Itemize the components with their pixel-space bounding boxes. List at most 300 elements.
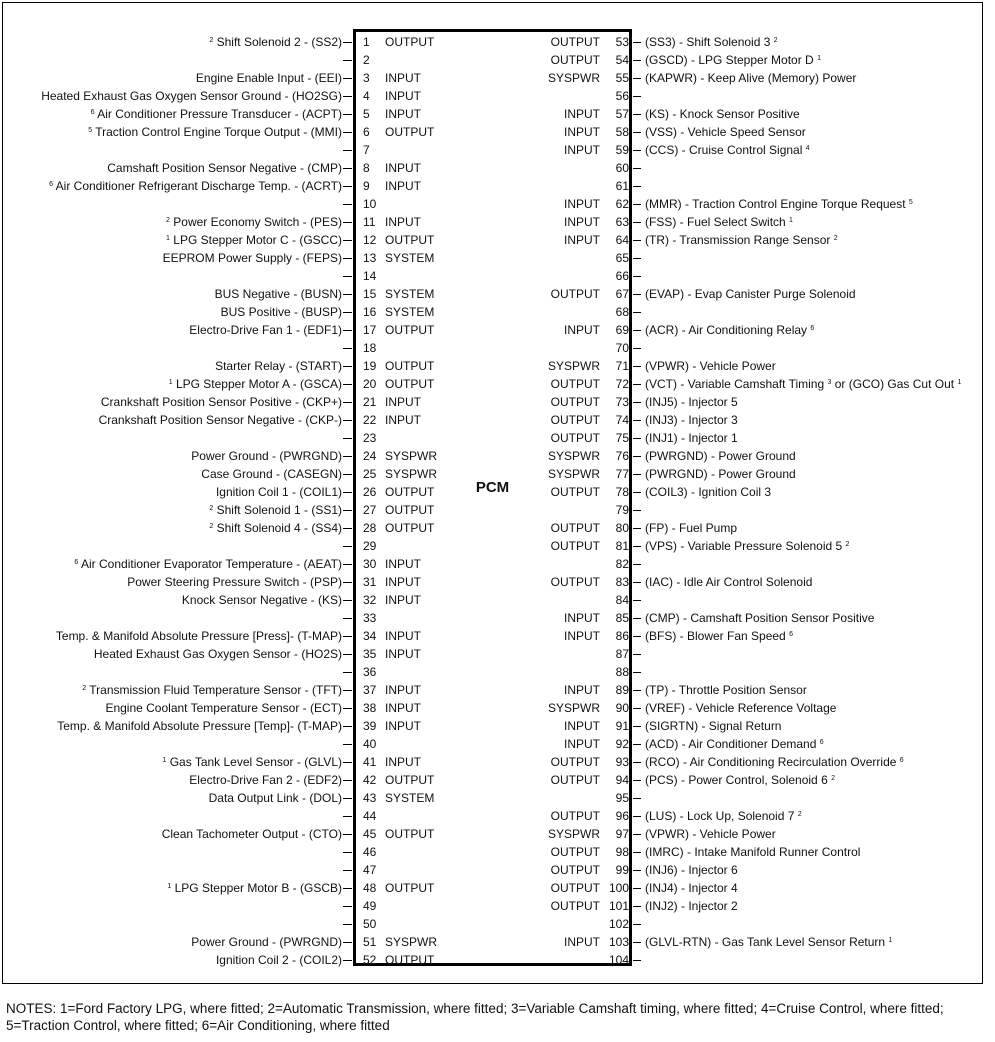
left-pin-type: OUTPUT xyxy=(385,377,435,391)
right-pin-number: 65 xyxy=(615,251,629,265)
left-pin-name: Electro-Drive Fan 1 - (EDF1) xyxy=(189,323,342,337)
left-pin-name: EEPROM Power Supply - (FEPS) xyxy=(162,251,342,265)
pin-lead xyxy=(343,60,352,61)
pin-lead xyxy=(343,348,352,349)
left-pin-number: 8 xyxy=(363,161,370,175)
pin-lead xyxy=(343,762,352,763)
pin-lead xyxy=(633,690,641,691)
right-pin-name: (TR) - Transmission Range Sensor $^2$ xyxy=(645,233,838,247)
right-pin-type: OUTPUT xyxy=(550,845,600,859)
left-pin-number: 44 xyxy=(363,809,377,823)
right-pin-number: 89 xyxy=(615,683,629,697)
left-pin-number: 12 xyxy=(363,233,377,247)
left-pin-name: $^6$ Air Conditioner Refrigerant Discharge Temp. - (ACRT) xyxy=(49,179,342,193)
left-pin-number: 21 xyxy=(363,395,377,409)
pin-lead xyxy=(343,654,352,655)
pin-lead xyxy=(343,870,352,871)
left-pin-number: 50 xyxy=(363,917,377,931)
left-pin-type: OUTPUT xyxy=(385,323,435,337)
right-pin-type: OUTPUT xyxy=(550,755,600,769)
footnote-ref: 2 xyxy=(773,37,778,44)
pin-lead xyxy=(343,294,352,295)
footnote-ref: 1 xyxy=(957,379,962,386)
left-pin-type: INPUT xyxy=(385,89,421,103)
notes-text: NOTES: 1=Ford Factory LPG, where fitted; 2=Automatic Transmission, where fitted; 3=Variable Camshaft timing, where fitted; 4=Cruise Control, where fitted; 5=Traction Control, where fitted; 6=Air Conditioning, where fitted xyxy=(6,1001,944,1033)
left-pin-number: 43 xyxy=(363,791,377,805)
left-pin-name: Knock Sensor Negative - (KS) xyxy=(181,593,342,607)
pin-lead xyxy=(633,42,641,43)
left-pin-number: 7 xyxy=(363,143,370,157)
pin-lead xyxy=(633,816,641,817)
left-pin-type: OUTPUT xyxy=(385,827,435,841)
left-pin-number: 20 xyxy=(363,377,377,391)
left-pin-number: 51 xyxy=(363,935,377,949)
pin-lead xyxy=(343,258,352,259)
pin-lead xyxy=(633,78,641,79)
left-pin-number: 19 xyxy=(363,359,377,373)
right-pin-name: (VCT) - Variable Camshaft Timing $^3$ or (GCO) Gas Cut Out $^1$ xyxy=(645,377,962,391)
right-pin-number: 69 xyxy=(615,323,629,337)
right-pin-name: (CMP) - Camshaft Position Sensor Positive xyxy=(645,611,875,625)
left-pin-name: Electro-Drive Fan 2 - (EDF2) xyxy=(189,773,342,787)
left-pin-type: OUTPUT xyxy=(385,359,435,373)
pin-lead xyxy=(633,708,641,709)
right-pin-type: OUTPUT xyxy=(550,881,600,895)
pin-lead xyxy=(633,924,641,925)
pcm-title: PCM xyxy=(475,479,510,496)
left-pin-type: INPUT xyxy=(385,413,421,427)
pin-lead xyxy=(343,798,352,799)
left-pin-name: Heated Exhaust Gas Oxygen Sensor Ground - (HO2SG) xyxy=(41,89,342,103)
left-pin-number: 5 xyxy=(363,107,370,121)
left-pin-number: 15 xyxy=(363,287,377,301)
left-pin-number: 30 xyxy=(363,557,377,571)
right-pin-number: 97 xyxy=(615,827,629,841)
left-pin-number: 9 xyxy=(363,179,370,193)
left-pin-number: 16 xyxy=(363,305,377,319)
right-pin-name: (VSS) - Vehicle Speed Sensor xyxy=(645,125,806,139)
right-pin-number: 101 xyxy=(608,899,629,913)
right-pin-number: 103 xyxy=(608,935,629,949)
left-pin-type: INPUT xyxy=(385,629,421,643)
pin-lead xyxy=(633,600,641,601)
right-pin-number: 76 xyxy=(615,449,629,463)
right-pin-number: 61 xyxy=(615,179,629,193)
pin-lead xyxy=(343,420,352,421)
right-pin-name: (LUS) - Lock Up, Solenoid 7 $^2$ xyxy=(645,809,802,823)
left-pin-number: 28 xyxy=(363,521,377,535)
pin-lead xyxy=(633,240,641,241)
pin-lead xyxy=(633,420,641,421)
right-pin-number: 58 xyxy=(615,125,629,139)
right-pin-number: 75 xyxy=(615,431,629,445)
right-pin-name: (ACD) - Air Conditioner Demand $^6$ xyxy=(645,737,824,751)
left-pin-type: INPUT xyxy=(385,575,421,589)
right-pin-type: OUTPUT xyxy=(550,431,600,445)
pin-lead xyxy=(633,834,641,835)
right-pin-type: INPUT xyxy=(564,143,600,157)
left-pin-type: INPUT xyxy=(385,557,421,571)
right-pin-number: 96 xyxy=(615,809,629,823)
left-pin-number: 45 xyxy=(363,827,377,841)
left-pin-name: BUS Negative - (BUSN) xyxy=(214,287,342,301)
left-pin-type: SYSTEM xyxy=(385,251,435,265)
right-pin-name: (FP) - Fuel Pump xyxy=(645,521,738,535)
left-pin-type: OUTPUT xyxy=(385,125,435,139)
left-pin-number: 49 xyxy=(363,899,377,913)
right-pin-number: 86 xyxy=(615,629,629,643)
right-pin-number: 79 xyxy=(615,503,629,517)
right-pin-number: 54 xyxy=(615,53,629,67)
left-pin-name: $^2$ Transmission Fluid Temperature Sensor - (TFT) xyxy=(82,683,342,697)
right-pin-name: (VPS) - Variable Pressure Solenoid 5 $^2$ xyxy=(645,539,850,553)
pin-lead xyxy=(633,366,641,367)
right-pin-number: 94 xyxy=(615,773,629,787)
pin-lead xyxy=(343,906,352,907)
right-pin-name: (PWRGND) - Power Ground xyxy=(645,467,796,481)
left-pin-number: 37 xyxy=(363,683,377,697)
right-pin-name: (COIL3) - Ignition Coil 3 xyxy=(645,485,772,499)
pin-lead xyxy=(343,456,352,457)
pin-lead xyxy=(343,780,352,781)
pin-lead xyxy=(633,186,641,187)
left-pin-number: 36 xyxy=(363,665,377,679)
pin-lead xyxy=(343,204,352,205)
pin-lead xyxy=(343,600,352,601)
right-pin-name: (CCS) - Cruise Control Signal $^4$ xyxy=(645,143,810,157)
pin-lead xyxy=(633,870,641,871)
footnote-ref: 2 xyxy=(209,523,214,530)
pin-lead xyxy=(343,690,352,691)
right-pin-number: 99 xyxy=(615,863,629,877)
pin-lead xyxy=(343,834,352,835)
pin-lead xyxy=(633,798,641,799)
left-pin-number: 23 xyxy=(363,431,377,445)
pin-lead xyxy=(633,888,641,889)
right-pin-number: 100 xyxy=(608,881,629,895)
right-pin-number: 72 xyxy=(615,377,629,391)
left-pin-number: 4 xyxy=(363,89,370,103)
left-pin-name: BUS Positive - (BUSP) xyxy=(220,305,342,319)
footnote-ref: 1 xyxy=(167,883,172,890)
right-pin-number: 68 xyxy=(615,305,629,319)
right-pin-type: INPUT xyxy=(564,719,600,733)
right-pin-name: (TP) - Throttle Position Sensor xyxy=(645,683,807,697)
pin-lead xyxy=(343,510,352,511)
footnote-ref: 2 xyxy=(833,235,838,242)
right-pin-type: INPUT xyxy=(564,935,600,949)
right-pin-name: (FSS) - Fuel Select Switch $^1$ xyxy=(645,215,793,229)
right-pin-type: SYSPWR xyxy=(547,449,600,463)
left-pin-name: Power Steering Pressure Switch - (PSP) xyxy=(127,575,342,589)
left-pin-type: INPUT xyxy=(385,719,421,733)
left-pin-type: INPUT xyxy=(385,683,421,697)
pin-lead xyxy=(633,132,641,133)
right-pin-number: 53 xyxy=(615,35,629,49)
right-pin-type: SYSPWR xyxy=(547,359,600,373)
pin-lead xyxy=(633,402,641,403)
right-pin-number: 74 xyxy=(615,413,629,427)
left-pin-number: 14 xyxy=(363,269,377,283)
footnote-ref: 6 xyxy=(49,181,53,188)
left-pin-name: Camshaft Position Sensor Negative - (CMP) xyxy=(107,161,342,175)
right-pin-number: 98 xyxy=(615,845,629,859)
right-pin-name: (SS3) - Shift Solenoid 3 $^2$ xyxy=(645,35,778,49)
right-pin-number: 91 xyxy=(615,719,629,733)
left-pin-number: 35 xyxy=(363,647,377,661)
footnote-ref: 6 xyxy=(899,757,904,764)
left-pin-name: $^2$ Shift Solenoid 4 - (SS4) xyxy=(209,521,342,535)
right-pin-type: INPUT xyxy=(564,323,600,337)
left-pin-number: 22 xyxy=(363,413,377,427)
left-pin-number: 26 xyxy=(363,485,377,499)
footnote-ref: 2 xyxy=(845,541,850,548)
pin-lead xyxy=(633,960,641,961)
pin-lead xyxy=(343,222,352,223)
right-pin-name: (PCS) - Power Control, Solenoid 6 $^2$ xyxy=(645,773,835,787)
left-pin-type: INPUT xyxy=(385,647,421,661)
pin-lead xyxy=(633,96,641,97)
left-pin-number: 52 xyxy=(363,953,377,967)
left-pin-name: Temp. & Manifold Absolute Pressure [Temp]- (T-MAP) xyxy=(57,719,342,733)
pin-lead xyxy=(343,402,352,403)
left-pin-name: $^5$ Traction Control Engine Torque Output - (MMI) xyxy=(88,125,342,139)
footnote-ref: 2 xyxy=(797,811,802,818)
right-pin-type: OUTPUT xyxy=(550,413,600,427)
footnote-ref: 2 xyxy=(166,217,170,224)
right-pin-name: (VPWR) - Vehicle Power xyxy=(645,359,776,373)
right-pin-number: 83 xyxy=(615,575,629,589)
left-pin-number: 47 xyxy=(363,863,377,877)
pin-lead xyxy=(633,150,641,151)
left-pin-type: INPUT xyxy=(385,71,421,85)
right-pin-name: (VPWR) - Vehicle Power xyxy=(645,827,776,841)
right-pin-number: 92 xyxy=(615,737,629,751)
left-pin-type: SYSPWR xyxy=(385,935,438,949)
footnote-ref: 1 xyxy=(168,379,173,386)
footnote-ref: 1 xyxy=(817,55,821,62)
right-pin-name: (ACR) - Air Conditioning Relay $^6$ xyxy=(645,323,815,337)
footnote-ref: 5 xyxy=(908,199,913,206)
pin-lead xyxy=(343,672,352,673)
pin-lead xyxy=(343,186,352,187)
left-pin-type: INPUT xyxy=(385,755,421,769)
pin-lead xyxy=(343,636,352,637)
left-pin-name: Temp. & Manifold Absolute Pressure [Press]- (T-MAP) xyxy=(55,629,342,643)
right-pin-type: OUTPUT xyxy=(550,35,600,49)
pin-lead xyxy=(343,888,352,889)
left-pin-number: 24 xyxy=(363,449,377,463)
left-pin-name: Clean Tachometer Output - (CTO) xyxy=(161,827,342,841)
left-pin-number: 39 xyxy=(363,719,377,733)
right-pin-number: 93 xyxy=(615,755,629,769)
right-pin-number: 77 xyxy=(615,467,629,481)
left-pin-number: 38 xyxy=(363,701,377,715)
pin-lead xyxy=(633,114,641,115)
left-pin-name: $^1$ LPG Stepper Motor C - (GSCC) xyxy=(166,233,342,247)
pin-lead xyxy=(343,960,352,961)
left-pin-number: 3 xyxy=(363,71,370,85)
pin-lead xyxy=(633,222,641,223)
pin-lead xyxy=(343,546,352,547)
pin-lead xyxy=(633,60,641,61)
right-pin-type: OUTPUT xyxy=(550,53,600,67)
right-pin-name: (BFS) - Blower Fan Speed $^6$ xyxy=(645,629,793,643)
left-pin-number: 11 xyxy=(363,215,376,229)
pin-lead xyxy=(343,438,352,439)
pin-lead xyxy=(633,762,641,763)
right-pin-number: 84 xyxy=(615,593,629,607)
pin-lead xyxy=(633,546,641,547)
left-pin-type: OUTPUT xyxy=(385,35,435,49)
left-pin-type: SYSTEM xyxy=(385,305,435,319)
left-pin-number: 6 xyxy=(363,125,370,139)
pin-lead xyxy=(633,438,641,439)
left-pin-name: Heated Exhaust Gas Oxygen Sensor - (HO2S) xyxy=(93,647,342,661)
footnote-ref: 1 xyxy=(789,217,793,224)
left-pin-type: OUTPUT xyxy=(385,233,435,247)
left-pin-number: 46 xyxy=(363,845,377,859)
right-pin-number: 70 xyxy=(615,341,629,355)
pin-lead xyxy=(633,618,641,619)
pin-lead xyxy=(633,492,641,493)
right-pin-type: SYSPWR xyxy=(547,467,600,481)
right-pin-type: SYSPWR xyxy=(547,71,600,85)
right-pin-name: (INJ4) - Injector 4 xyxy=(645,881,738,895)
left-pin-number: 25 xyxy=(363,467,377,481)
right-pin-name: (VREF) - Vehicle Reference Voltage xyxy=(645,701,837,715)
pin-lead xyxy=(343,564,352,565)
left-pin-number: 31 xyxy=(363,575,377,589)
footnote-ref: 6 xyxy=(90,109,95,116)
left-pin-number: 42 xyxy=(363,773,377,787)
right-pin-name: (GSCD) - LPG Stepper Motor D $^1$ xyxy=(645,53,821,67)
left-pin-type: INPUT xyxy=(385,701,421,715)
right-pin-name: (PWRGND) - Power Ground xyxy=(645,449,796,463)
left-pin-number: 18 xyxy=(363,341,377,355)
left-pin-type: INPUT xyxy=(385,179,421,193)
left-pin-type: INPUT xyxy=(385,593,421,607)
right-pin-number: 95 xyxy=(615,791,629,805)
pin-lead xyxy=(633,852,641,853)
right-pin-name: (INJ5) - Injector 5 xyxy=(645,395,738,409)
right-pin-name: (INJ2) - Injector 2 xyxy=(645,899,738,913)
left-pin-name: Starter Relay - (START) xyxy=(215,359,342,373)
right-pin-type: OUTPUT xyxy=(550,773,600,787)
footnote-ref: 3 xyxy=(827,379,832,386)
right-pin-number: 81 xyxy=(615,539,629,553)
pin-lead xyxy=(633,510,641,511)
left-pin-name: $^1$ LPG Stepper Motor B - (GSCB) xyxy=(167,881,342,895)
right-pin-type: INPUT xyxy=(564,233,600,247)
right-pin-type: OUTPUT xyxy=(550,485,600,499)
footnote-ref: 1 xyxy=(888,937,893,944)
footnote-ref: 2 xyxy=(831,775,835,782)
pin-lead xyxy=(633,330,641,331)
left-pin-type: OUTPUT xyxy=(385,953,435,967)
pin-lead xyxy=(343,528,352,529)
left-pin-number: 29 xyxy=(363,539,377,553)
left-pin-number: 27 xyxy=(363,503,377,517)
pin-lead xyxy=(633,654,641,655)
right-pin-number: 88 xyxy=(615,665,629,679)
pin-lead xyxy=(343,708,352,709)
right-pin-name: (KAPWR) - Keep Alive (Memory) Power xyxy=(645,71,857,85)
pin-lead xyxy=(343,168,352,169)
footnote-ref: 6 xyxy=(810,325,815,332)
left-pin-number: 1 xyxy=(363,35,370,49)
pin-lead xyxy=(343,744,352,745)
footnote-ref: 2 xyxy=(209,505,214,512)
pin-lead xyxy=(633,726,641,727)
right-pin-name: (INJ6) - Injector 6 xyxy=(645,863,738,877)
left-pin-type: INPUT xyxy=(385,395,421,409)
pin-lead xyxy=(343,474,352,475)
pin-lead xyxy=(633,312,641,313)
pin-lead xyxy=(343,726,352,727)
left-pin-name: Engine Enable Input - (EEI) xyxy=(195,71,342,85)
pin-lead xyxy=(343,150,352,151)
left-pin-name: $^6$ Air Conditioner Evaporator Temperature - (AEAT) xyxy=(74,557,342,571)
left-pin-name: Power Ground - (PWRGND) xyxy=(191,935,342,949)
pin-lead xyxy=(633,780,641,781)
left-pin-type: SYSPWR xyxy=(385,467,438,481)
right-pin-number: 78 xyxy=(615,485,629,499)
pin-lead xyxy=(343,240,352,241)
right-pin-number: 104 xyxy=(608,953,629,967)
right-pin-name: (INJ1) - Injector 1 xyxy=(645,431,738,445)
footnote-ref: 1 xyxy=(166,235,170,242)
footnote-ref: 2 xyxy=(209,37,214,44)
pin-lead xyxy=(633,744,641,745)
right-pin-number: 63 xyxy=(615,215,629,229)
right-pin-number: 55 xyxy=(615,71,629,85)
pin-lead xyxy=(343,96,352,97)
right-pin-number: 82 xyxy=(615,557,629,571)
right-pin-type: OUTPUT xyxy=(550,899,600,913)
pin-lead xyxy=(343,312,352,313)
left-pin-name: Ignition Coil 1 - (COIL1) xyxy=(215,485,342,499)
right-pin-type: OUTPUT xyxy=(550,863,600,877)
pin-lead xyxy=(343,492,352,493)
left-pin-name: $^1$ LPG Stepper Motor A - (GSCA) xyxy=(168,377,342,391)
right-pin-type: INPUT xyxy=(564,629,600,643)
left-pin-name: $^6$ Air Conditioner Pressure Transducer - (ACPT) xyxy=(90,107,342,121)
left-pin-type: OUTPUT xyxy=(385,485,435,499)
left-pin-name: $^1$ Gas Tank Level Sensor - (GLVL) xyxy=(162,755,342,769)
pin-lead xyxy=(633,168,641,169)
right-pin-number: 56 xyxy=(615,89,629,103)
left-pin-number: 33 xyxy=(363,611,377,625)
left-pin-number: 40 xyxy=(363,737,377,751)
left-pin-name: $^2$ Shift Solenoid 2 - (SS2) xyxy=(209,35,342,49)
right-pin-type: OUTPUT xyxy=(550,809,600,823)
pin-lead xyxy=(343,132,352,133)
pin-lead xyxy=(633,348,641,349)
left-pin-name: Power Ground - (PWRGND) xyxy=(191,449,342,463)
right-pin-name: (IAC) - Idle Air Control Solenoid xyxy=(645,575,813,589)
pin-lead xyxy=(343,330,352,331)
right-pin-number: 85 xyxy=(615,611,629,625)
right-pin-type: INPUT xyxy=(564,197,600,211)
left-pin-number: 17 xyxy=(363,323,377,337)
left-pin-number: 41 xyxy=(363,755,377,769)
right-pin-number: 57 xyxy=(615,107,629,121)
pin-lead xyxy=(633,942,641,943)
pin-lead xyxy=(343,42,352,43)
left-pin-name: Crankshaft Position Sensor Negative - (CKP-) xyxy=(98,413,342,427)
left-pin-number: 32 xyxy=(363,593,377,607)
